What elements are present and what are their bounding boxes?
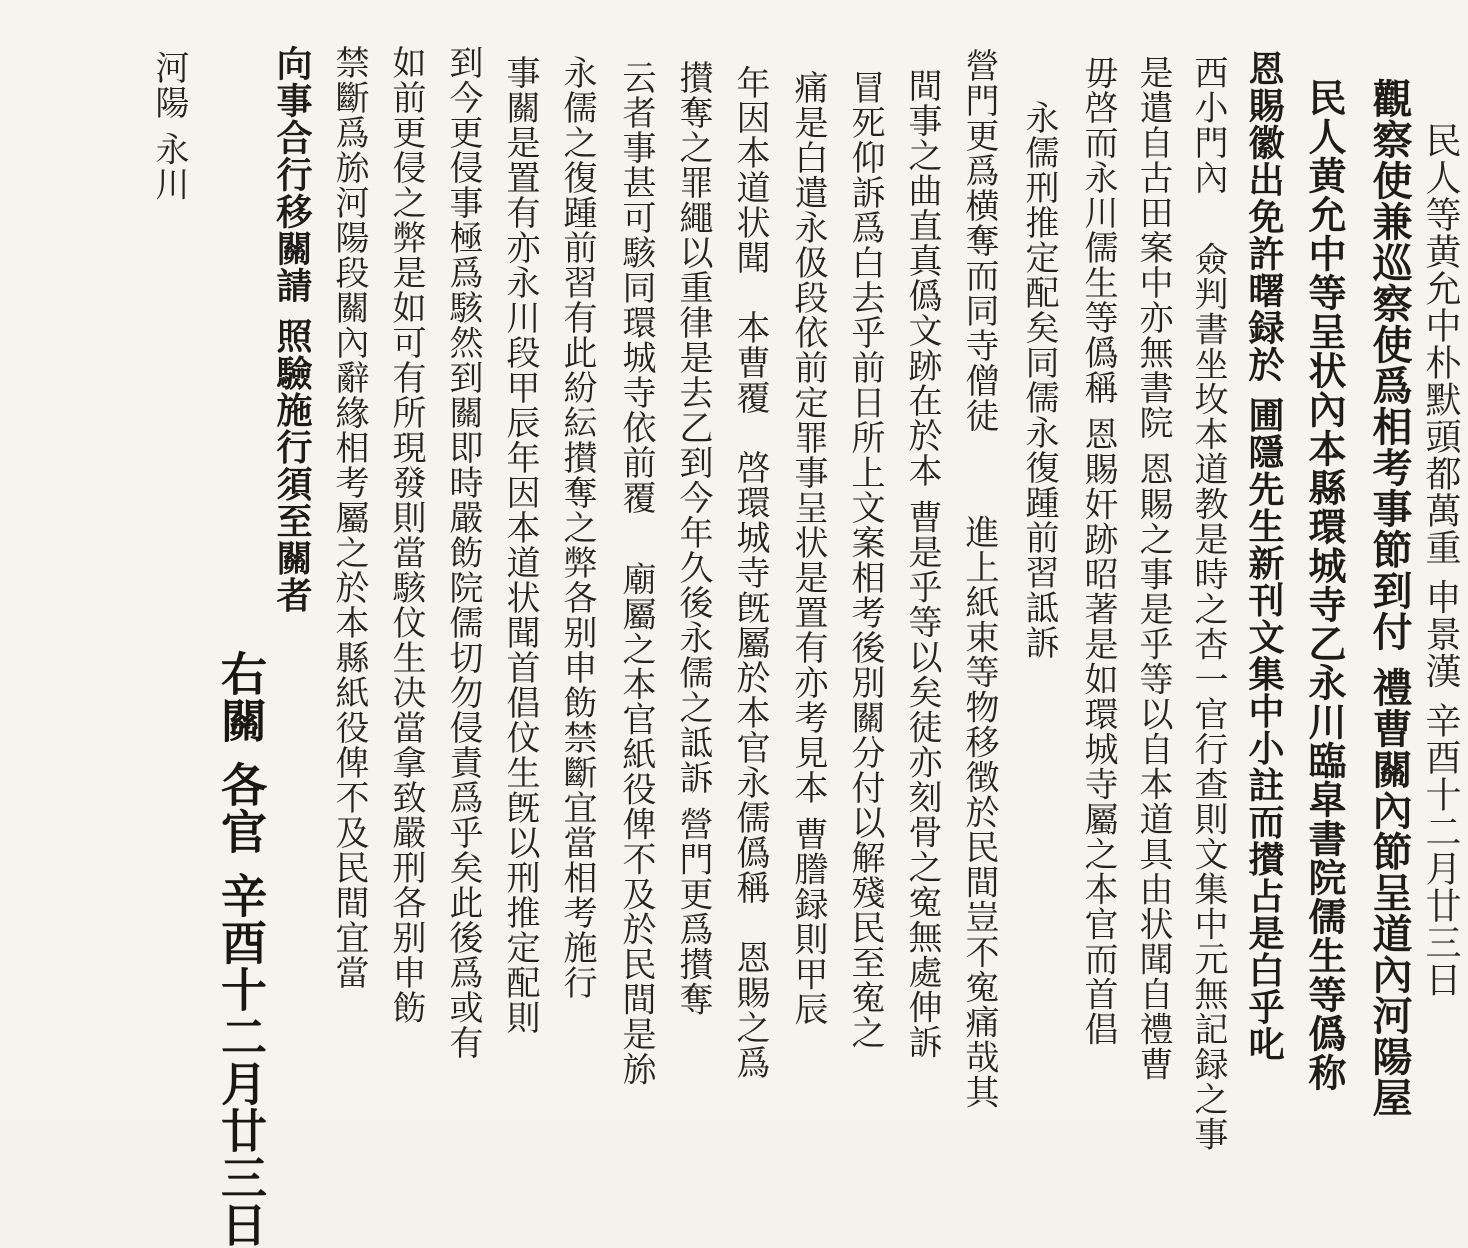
text-column-11: 冒死仰訴爲白去乎前日所上文案相考後別關分付以解殘民至寃之 — [845, 70, 885, 1050]
text-column-13: 年因本道状聞 本曹覆 啓環城寺旣屬於本官永儒僞稱 恩賜之爲 — [730, 65, 770, 1080]
text-column-23: 河陽 永川 — [149, 50, 189, 202]
text-column-6: 是遣自古田案中亦無書院 恩賜之事是乎等以自本道具由状聞自禮曹 — [1133, 55, 1173, 1082]
text-column-3: 民人黄允中等呈状內本縣環城寺乙永川臨皐書院儒生等僞称 — [1302, 78, 1347, 1092]
text-column-14: 攅奪之罪繩以重律是去乙到今年久後永儒之詆訴 營門更爲攅奪 — [673, 60, 713, 1017]
text-column-20: 禁斷爲旀河陽段關內辭緣相考屬之於本縣紙役俾不及民間宜當 — [329, 45, 369, 990]
text-column-7: 毋啓而永川儒生等僞稱 恩賜奸跡昭著是如環城寺屬之本官而首倡 — [1078, 55, 1118, 1047]
text-column-19: 如前更侵之弊是如可有所現發則當駭伩生决當拿致嚴刑各别申飭 — [386, 45, 426, 1025]
text-column-9: 營門更爲横奪而同寺僧徒 進上紙束等物移徴於民間豈不寃痛哉其 — [959, 48, 999, 1110]
text-column-22: 右關 各官 辛酉十二月廿三日 — [214, 650, 268, 1248]
text-column-2: 觀察使兼巡察使爲相考事節到付 禮曹關內節呈道內河陽屋 — [1366, 78, 1413, 1118]
text-column-21: 向事合行移關請 照驗施行須至關者 — [271, 45, 313, 614]
text-column-17: 事關是置有亦永川段甲辰年因本道状聞首倡伩生旣以刑推定配則 — [500, 55, 540, 1035]
text-column-4: 恩賜徽出免許曙録於 圃隱先生新刊文集中小註而攅占是白乎叱 — [1243, 50, 1285, 1063]
text-column-15: 云者事甚可駭同環城寺依前覆 廟屬之本官紙役俾不及於民間是旀 — [616, 60, 656, 1087]
text-column-18: 到今更侵事極爲駭然到關即時嚴飭院儒切勿侵責爲乎矣此後爲或有 — [443, 45, 483, 1060]
text-column-1: 民人等黄允中朴默頭都萬重 申景漢 辛酉十二月廿三日 — [1420, 122, 1461, 998]
text-column-10: 間事之曲直真僞文跡在於本 曹是乎等以矣徒亦刻骨之寃無處伸訴 — [902, 68, 942, 1060]
text-column-16: 永儒之復踵前習有此紛紜攅奪之弊各别申飭禁斷宜當相考施行 — [557, 55, 597, 1000]
text-column-12: 痛是白遣永伋段依前定罪事呈状是置有亦考見本 曹謄録則甲辰 — [788, 70, 828, 1027]
text-column-5: 西小門內 僉判書坐坆本道教是時之杏一官行查則文集中元無記録之事 — [1188, 55, 1228, 1152]
text-column-8: 永儒刑推定配矣同儒永復踵前習詆訴 — [1019, 100, 1059, 660]
